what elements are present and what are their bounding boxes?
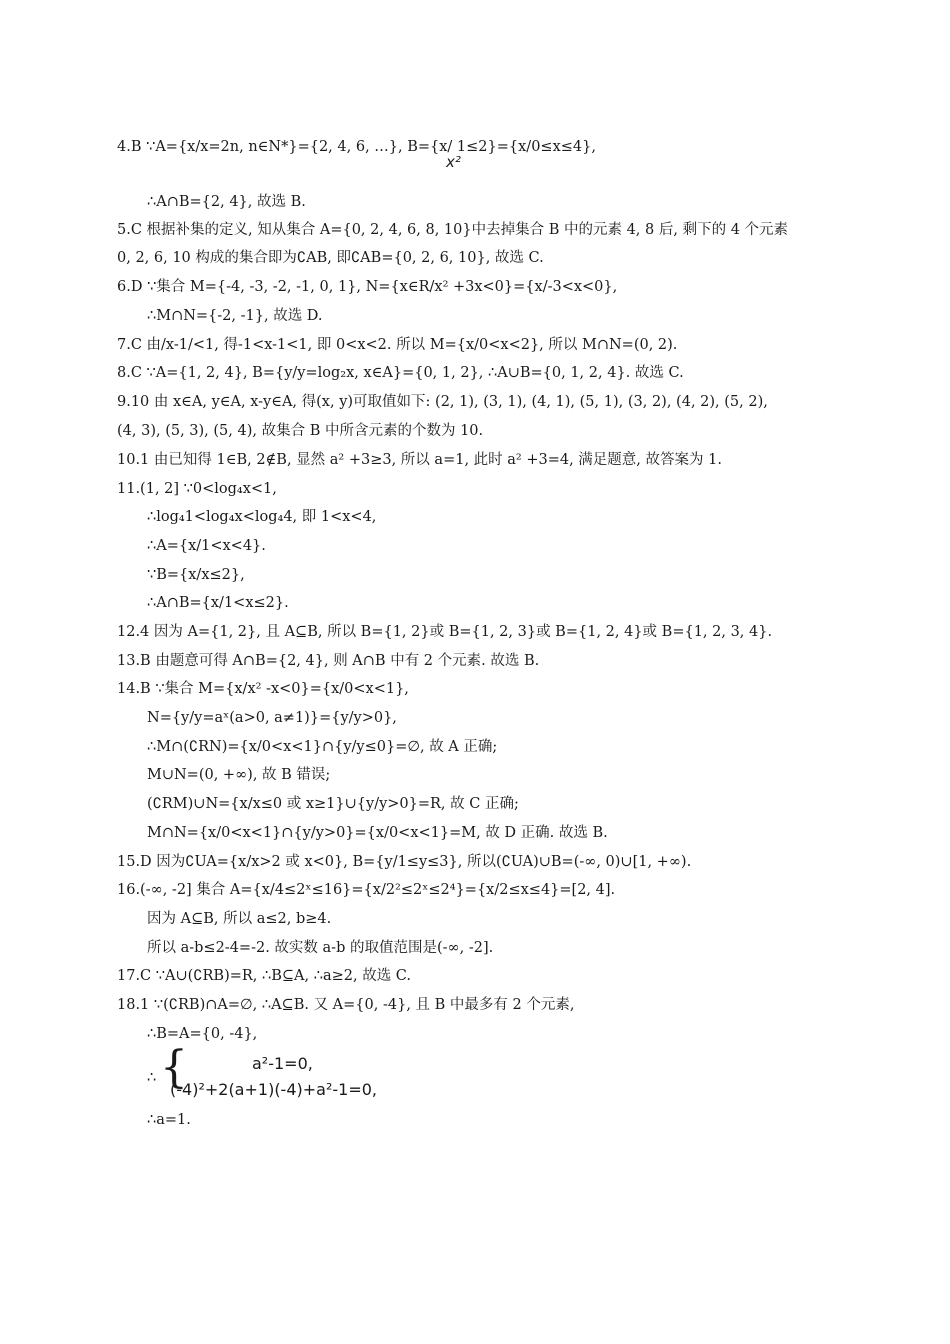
answer-14-line-4: M∪N=(0, +∞), 故 B 错误; xyxy=(147,767,331,783)
answer-5-line-1: 5.C 根据补集的定义, 知从集合 A={0, 2, 4, 6, 8, 10}中去掉集合 B 中的元素 4, 8 后, 剩下的 4 个元素 xyxy=(117,222,789,238)
answer-9-line-2: (4, 3), (5, 3), (5, 4), 故集合 B 中所含元素的个数为 10. xyxy=(117,423,484,439)
answer-18-conclusion: ∴a=1. xyxy=(147,1112,191,1128)
answer-16-line-1: 16.(-∞, -2] 集合 A={x/4≤2ˣ≤16}={x/2²≤2ˣ≤2⁴}={x/2≤x≤4}=[2, 4]. xyxy=(117,882,616,898)
answer-15: 15.D 因为∁UA={x/x>2 或 x<0}, B={y/1≤y≤3}, 所以(∁UA)∪B=(-∞, 0)∪[1, +∞). xyxy=(117,854,692,870)
fraction-denominator: x² xyxy=(446,153,461,171)
answer-4-line-1: 4.B ∵A={x/x=2n, n∈N*}={2, 4, 6, …}, B={x/ 1≤2}={x/0≤x≤4}, xyxy=(117,139,596,155)
answer-11-line-2: ∴log₄1<log₄x<log₄4, 即 1<x<4, xyxy=(147,509,377,525)
answer-14-line-5: (∁RM)∪N={x/x≤0 或 x≥1}∪{y/y>0}=R, 故 C 正确; xyxy=(147,796,519,812)
answer-16-line-3: 所以 a-b≤2-4=-2. 故实数 a-b 的取值范围是(-∞, -2]. xyxy=(147,940,494,956)
answer-18-line-2: ∴B=A={0, -4}, xyxy=(147,1026,258,1042)
answer-6-line-2: ∴M∩N={-2, -1}, 故选 D. xyxy=(147,308,323,324)
answer-14-line-6: M∩N={x/0<x<1}∩{y/y>0}={x/0<x<1}=M, 故 D 正确. 故选 B. xyxy=(147,825,608,841)
answer-4-line-2: ∴A∩B={2, 4}, 故选 B. xyxy=(147,194,306,210)
answer-12: 12.4 因为 A={1, 2}, 且 A⊆B, 所以 B={1, 2}或 B={1, 2, 3}或 B={1, 2, 4}或 B={1, 2, 3, 4}. xyxy=(117,624,773,640)
answer-10: 10.1 由已知得 1∈B, 2∉B, 显然 a² +3≥3, 所以 a=1, 此时 a² +3=4, 满足题意, 故答案为 1. xyxy=(117,452,722,468)
answer-6-line-1: 6.D ∵集合 M={-4, -3, -2, -1, 0, 1}, N={x∈R/x² +3x<0}={x/-3<x<0}, xyxy=(117,279,618,295)
answer-7: 7.C 由/x-1/<1, 得-1<x-1<1, 即 0<x<2. 所以 M={x/0<x<2}, 所以 M∩N=(0, 2). xyxy=(117,337,678,353)
answer-17: 17.C ∵A∪(∁RB)=R, ∴B⊆A, ∴a≥2, 故选 C. xyxy=(117,968,411,984)
equation-system-row-1: a²-1=0, xyxy=(252,1054,313,1073)
answer-16-line-2: 因为 A⊆B, 所以 a≤2, b≥4. xyxy=(147,911,332,927)
answer-9-line-1: 9.10 由 x∈A, y∈A, x-y∈A, 得(x, y)可取值如下: (2, 1), (3, 1), (4, 1), (5, 1), (3, 2), (4, 2), (5, 2), xyxy=(117,394,768,410)
answer-11-line-5: ∴A∩B={x/1<x≤2}. xyxy=(147,595,289,611)
answer-5-line-2: 0, 2, 6, 10 构成的集合即为∁AB, 即∁AB={0, 2, 6, 10}, 故选 C. xyxy=(117,250,544,266)
answer-11-line-3: ∴A={x/1<x<4}. xyxy=(147,538,266,554)
answer-8: 8.C ∵A={1, 2, 4}, B={y/y=log₂x, x∈A}={0, 1, 2}, ∴A∪B={0, 1, 2, 4}. 故选 C. xyxy=(117,365,684,381)
answer-14-line-3: ∴M∩(∁RN)={x/0<x<1}∩{y/y≤0}=∅, 故 A 正确; xyxy=(147,739,498,755)
answer-13: 13.B 由题意可得 A∩B={2, 4}, 则 A∩B 中有 2 个元素. 故选 B. xyxy=(117,653,540,669)
therefore-symbol: ∴ xyxy=(147,1070,157,1086)
answer-11-line-4: ∵B={x/x≤2}, xyxy=(147,567,245,583)
answer-11-line-1: 11.(1, 2] ∵0<log₄x<1, xyxy=(117,481,277,497)
answer-14-line-1: 14.B ∵集合 M={x/x² -x<0}={x/0<x<1}, xyxy=(117,681,409,697)
answer-14-line-2: N={y/y=aˣ(a>0, a≠1)}={y/y>0}, xyxy=(147,710,397,726)
answer-18-line-1: 18.1 ∵(∁RB)∩A=∅, ∴A⊆B. 又 A={0, -4}, 且 B 中最多有 2 个元素, xyxy=(117,997,575,1013)
equation-system-row-2: (-4)²+2(a+1)(-4)+a²-1=0, xyxy=(170,1080,377,1099)
equation-system-brace: { xyxy=(160,1042,188,1093)
